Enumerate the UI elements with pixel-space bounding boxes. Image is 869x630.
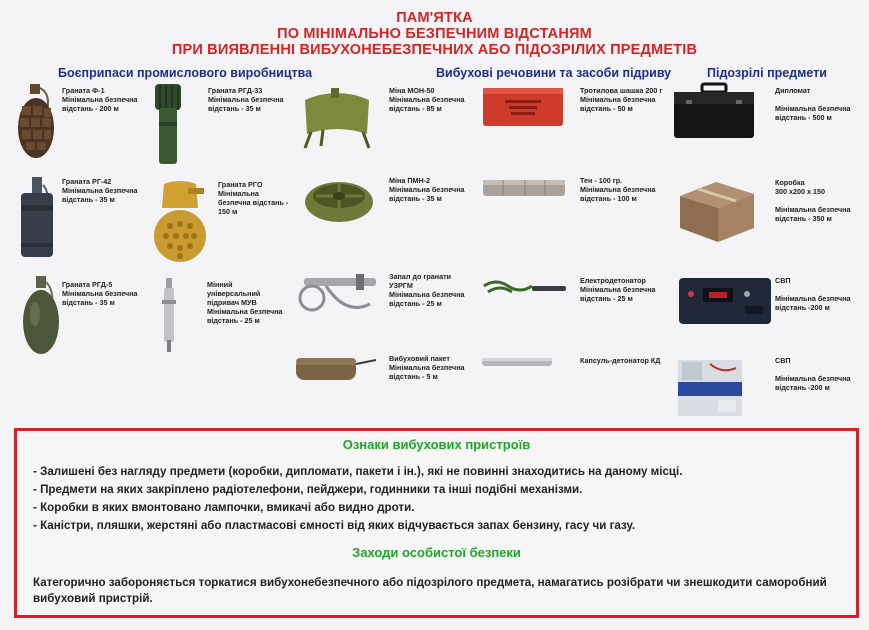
caption-rg42: Граната РГ-42 Мінімальна безпечна відстань - 35 м [62, 177, 138, 204]
caption-f1: Граната Ф-1 Мінімальна безпечна відстань - 200 м [62, 86, 138, 113]
signs-heading: Ознаки вибухових пристроїв [342, 437, 531, 452]
caption-tnt200: Тротилова шашка 200 г Мінімальна безпечна відстань - 50 м [580, 86, 663, 113]
caption-electrodet: Електродетонатор Мінімальна безпечна відстань - 25 м [580, 276, 656, 303]
pmn2-mine-image [302, 174, 376, 224]
signs-line-4: - Каністри, пляшки, жерстяні або пластмасові ємності від яких відчувається запах бензину, гасу чи газу. [33, 519, 636, 532]
rgd5-grenade-image [20, 274, 62, 358]
signs-line-1: - Залишені без нагляду предмети (коробки, дипломати, пакети і ін.), які не повинні знаходитись на даному місці. [33, 465, 683, 478]
warning-box [14, 428, 859, 618]
caption-muv: Мінний універсальний підривач МУВ Мінімальна безпечна відстань - 25 м [207, 280, 283, 325]
poster-title: ПАМ'ЯТКА [396, 10, 473, 26]
safety-text: Категорично забороняється торкатися вибухонебезпечного або підозрілого предмета, намагатись розібрати чи знешкодити саморобний вибуховий пристрій. [33, 576, 827, 605]
svp-device-1-image [677, 274, 773, 328]
caption-uzrgm: Запал до гранати УЗРГМ Мінімальна безпечна відстань - 25 м [389, 272, 465, 308]
poster-subtitle-1: ПО МІНІМАЛЬНО БЕЗПЕЧНИМ ВІДСТАНЯМ [277, 26, 592, 42]
safety-heading: Заходи особистої безпеки [352, 545, 521, 560]
ten100-charge-image [481, 176, 567, 200]
column-heading-explosives: Вибухові речовини та засоби підриву [436, 66, 672, 80]
column-heading-suspicious: Підозрілі предмети [707, 66, 827, 80]
caption-pmn2: Міна ПМН-2 Мінімальна безпечна відстань - 35 м [389, 176, 465, 203]
caption-svp-1: СВП Мінімальна безпечна відстань -200 м [775, 276, 851, 312]
muv-fuse-image [158, 276, 180, 354]
mon50-mine-image [297, 84, 377, 150]
caption-blastpack: Вибуховий пакет Мінімальна безпечна відстань - 5 м [389, 354, 465, 381]
column-heading-ammo: Боєприпаси промислового виробництва [58, 66, 313, 80]
signs-line-3: - Коробки в яких вмонтовано лампочки, вмикачі або видно дроти. [33, 501, 415, 514]
caption-rgo: Граната РГО Мінімальна безпечна відстань - 150 м [218, 180, 289, 216]
kd-capsule-image [480, 356, 554, 368]
caption-svp-2: СВП Мінімальна безпечна відстань -200 м [775, 356, 851, 392]
electrodetonator-image [480, 276, 570, 302]
caption-rgd33: Граната РГД-33 Мінімальна безпечна відстань - 35 м [208, 86, 284, 113]
poster-subtitle-2: ПРИ ВИЯВЛЕННІ ВИБУХОНЕБЕЗПЕЧНИХ АБО ПІДОЗРІЛИХ ПРЕДМЕТІВ [171, 42, 698, 58]
rg42-grenade-image [17, 175, 57, 259]
signs-line-2: - Предмети на яких закріплено радіотелефони, пейджери, годинники та інші подібні механізми. [33, 483, 583, 496]
f1-grenade-image [14, 82, 58, 162]
caption-box: Коробка 300 х200 х 150 Мінімальна безпечна відстань - 350 м [775, 178, 851, 223]
rgo-grenade-image [150, 178, 210, 266]
rgd33-grenade-image [148, 82, 188, 166]
caption-kd: Капсуль-детонатор КД [580, 356, 661, 365]
svp-device-2-image [674, 354, 746, 418]
tnt-block-image [481, 84, 565, 128]
caption-diplomat: Дипломат Мінімальна безпечна відстань - 500 м [775, 86, 851, 122]
caption-ten100: Тен - 100 гр. Мінімальна безпечна відстань - 100 м [580, 176, 656, 203]
blastpack-image [294, 354, 378, 384]
diplomat-briefcase-image [672, 82, 756, 140]
uzrgm-fuse-image [296, 272, 382, 316]
caption-rgd5: Граната РГД-5 Мінімальна безпечна відстань - 35 м [62, 280, 138, 307]
cardboard-box-image [676, 176, 758, 246]
caption-mon50: Міна МОН-50 Мінімальна безпечна відстань - 85 м [389, 86, 465, 113]
